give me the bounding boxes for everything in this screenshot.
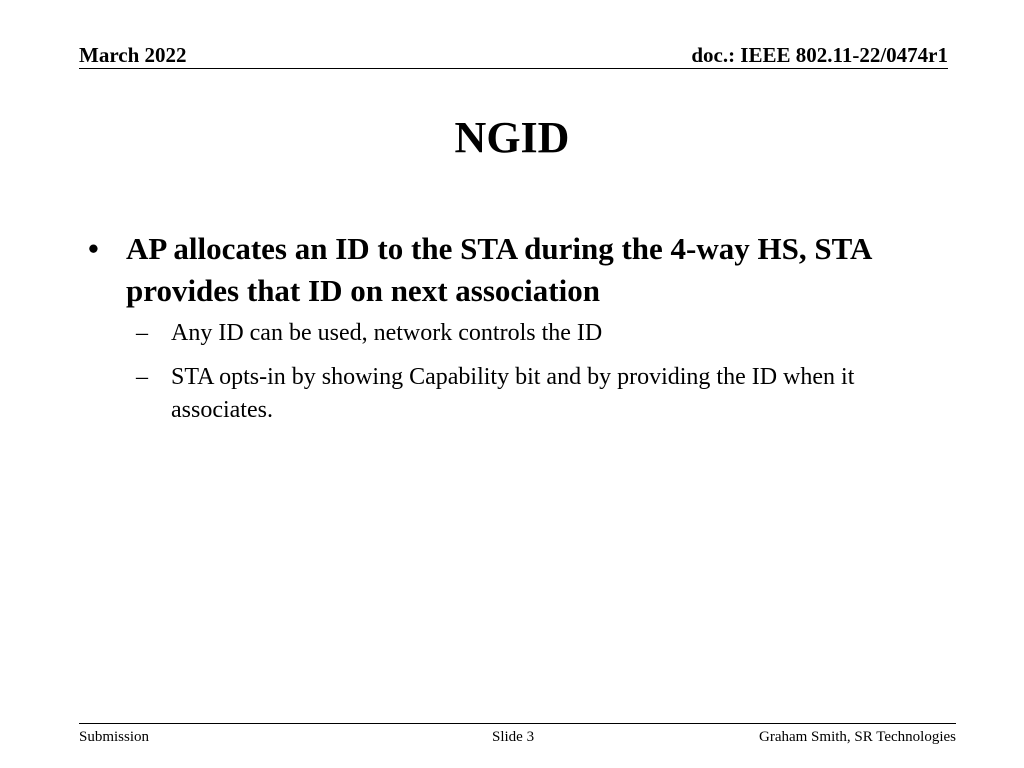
sub-bullet-item <box>136 361 916 427</box>
slide-title: NGID <box>454 113 570 162</box>
header-divider <box>79 68 948 69</box>
footer-submission: Submission <box>79 729 150 745</box>
sub-bullet-marker: – <box>136 364 148 390</box>
header-date: March 2022 <box>79 43 187 67</box>
sub-bullet-text: Any ID can be used, network controls the ID <box>171 320 603 346</box>
sub-bullet-text: STA opts-in by showing Capability bit and by providing the ID when it associates. <box>171 364 855 423</box>
bullet-marker: • <box>88 231 99 266</box>
sub-bullet-item <box>136 317 916 350</box>
sub-bullet-marker: – <box>136 320 148 346</box>
bullet-text: AP allocates an ID to the STA during the 4-way HS, STA provides that ID on next association <box>126 231 871 308</box>
bullet-item <box>88 228 908 312</box>
footer-slide-number: Slide 3 <box>492 729 535 745</box>
header-doc-id: doc.: IEEE 802.11-22/0474r1 <box>691 43 948 67</box>
footer-divider <box>79 723 956 724</box>
footer-author: Graham Smith, SR Technologies <box>759 729 956 745</box>
